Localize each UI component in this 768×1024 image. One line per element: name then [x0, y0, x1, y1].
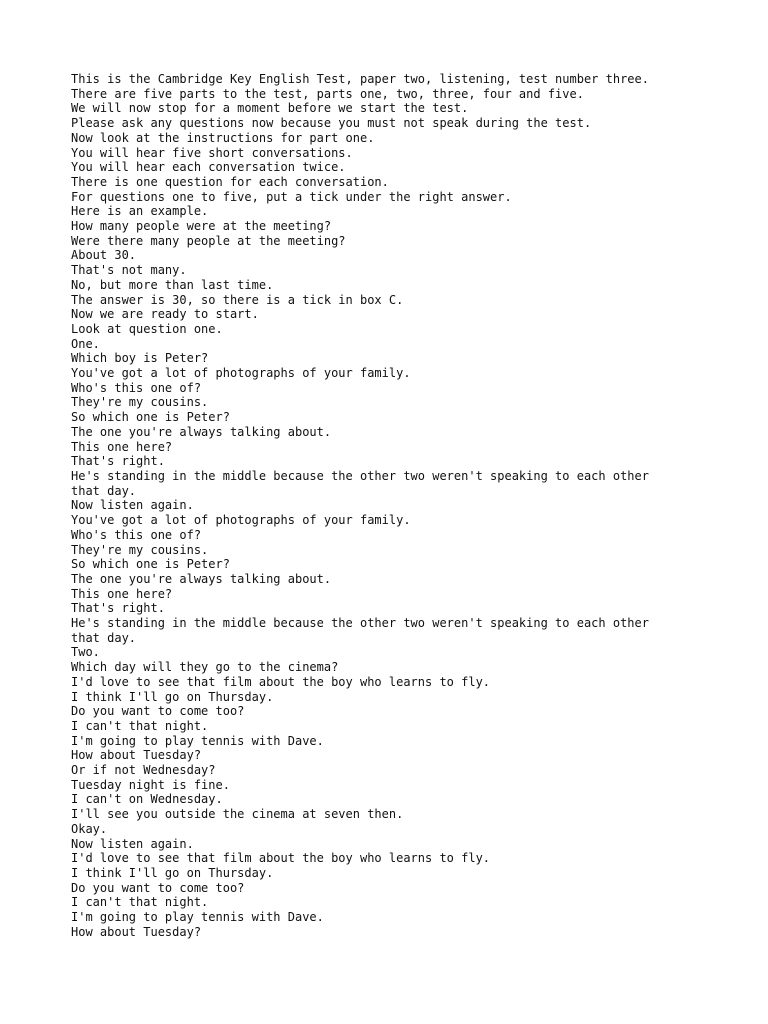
- transcript-line: For questions one to five, put a tick under the right answer.: [71, 189, 512, 204]
- transcript-line: I'm going to play tennis with Dave.: [71, 733, 324, 748]
- transcript-line: Okay.: [71, 821, 108, 836]
- transcript-line: You've got a lot of photographs of your family.: [71, 366, 411, 381]
- transcript-line: That's not many.: [71, 263, 187, 278]
- transcript-line: Who's this one of?: [71, 527, 202, 542]
- transcript-line: I'd love to see that film about the boy who learns to fly.: [71, 674, 491, 689]
- transcript-line: This one here?: [71, 586, 173, 601]
- transcript-line: There are five parts to the test, parts one, two, three, four and five.: [71, 86, 584, 101]
- transcript-line: The one you're always talking about.: [71, 571, 332, 586]
- transcript-line: This one here?: [71, 439, 173, 454]
- transcript-line: You've got a lot of photographs of your family.: [71, 513, 411, 528]
- transcript-line: They're my cousins.: [71, 395, 209, 410]
- transcript-line: How about Tuesday?: [71, 748, 202, 763]
- transcript-line: Which boy is Peter?: [71, 351, 209, 366]
- transcript-line: He's standing in the middle because the other two weren't speaking to each other: [71, 616, 649, 631]
- transcript-line: One.: [71, 336, 100, 351]
- transcript-line: Two.: [71, 645, 100, 660]
- transcript-line: Look at question one.: [71, 321, 223, 336]
- transcript-line: I'll see you outside the cinema at seven then.: [71, 807, 404, 822]
- transcript-line: I think I'll go on Thursday.: [71, 865, 274, 880]
- transcript-line: The one you're always talking about.: [71, 424, 332, 439]
- transcript-line: You will hear five short conversations.: [71, 145, 353, 160]
- transcript-line: Here is an example.: [71, 204, 209, 219]
- transcript-line: That's right.: [71, 601, 165, 616]
- transcript-line: I can't that night.: [71, 895, 209, 910]
- transcript-line: The answer is 30, so there is a tick in box C.: [71, 292, 404, 307]
- transcript-line: Do you want to come too?: [71, 704, 245, 719]
- transcript-line: Or if not Wednesday?: [71, 763, 216, 778]
- transcript-line: I'm going to play tennis with Dave.: [71, 910, 324, 925]
- transcript-line: That's right.: [71, 454, 165, 469]
- transcript-line: Do you want to come too?: [71, 880, 245, 895]
- transcript-line: This is the Cambridge Key English Test, paper two, listening, test number three.: [71, 72, 649, 86]
- transcript-line: They're my cousins.: [71, 542, 209, 557]
- transcript-line: Who's this one of?: [71, 380, 202, 395]
- transcript-line: Now listen again.: [71, 498, 194, 513]
- transcript-line: So which one is Peter?: [71, 410, 230, 425]
- transcript-line: Now we are ready to start.: [71, 307, 259, 322]
- transcript-line: I can't that night.: [71, 718, 209, 733]
- transcript-line: He's standing in the middle because the other two weren't speaking to each other: [71, 468, 649, 483]
- transcript-line: Please ask any questions now because you must not speak during the test.: [71, 116, 592, 131]
- transcript-line: About 30.: [71, 248, 137, 263]
- transcript-line: We will now stop for a moment before we start the test.: [71, 101, 469, 116]
- transcript-line: Now listen again.: [71, 836, 194, 851]
- transcript-line: I think I'll go on Thursday.: [71, 689, 274, 704]
- transcript-line: There is one question for each conversation.: [71, 174, 389, 189]
- transcript-line: You will hear each conversation twice.: [71, 160, 346, 175]
- transcript-line: How many people were at the meeting?: [71, 219, 332, 234]
- transcript-line: So which one is Peter?: [71, 557, 230, 572]
- transcript-line: that day.: [71, 630, 137, 645]
- transcript-line: Now look at the instructions for part one.: [71, 130, 375, 145]
- transcript-text: [71, 72, 711, 939]
- transcript-line: I can't on Wednesday.: [71, 792, 223, 807]
- transcript-line: Tuesday night is fine.: [71, 777, 230, 792]
- transcript-line: that day.: [71, 483, 137, 498]
- transcript-line: I'd love to see that film about the boy who learns to fly.: [71, 851, 491, 866]
- transcript-line: How about Tuesday?: [71, 924, 202, 939]
- transcript-line: Which day will they go to the cinema?: [71, 660, 339, 675]
- transcript-line: Were there many people at the meeting?: [71, 233, 346, 248]
- transcript-line: No, but more than last time.: [71, 277, 274, 292]
